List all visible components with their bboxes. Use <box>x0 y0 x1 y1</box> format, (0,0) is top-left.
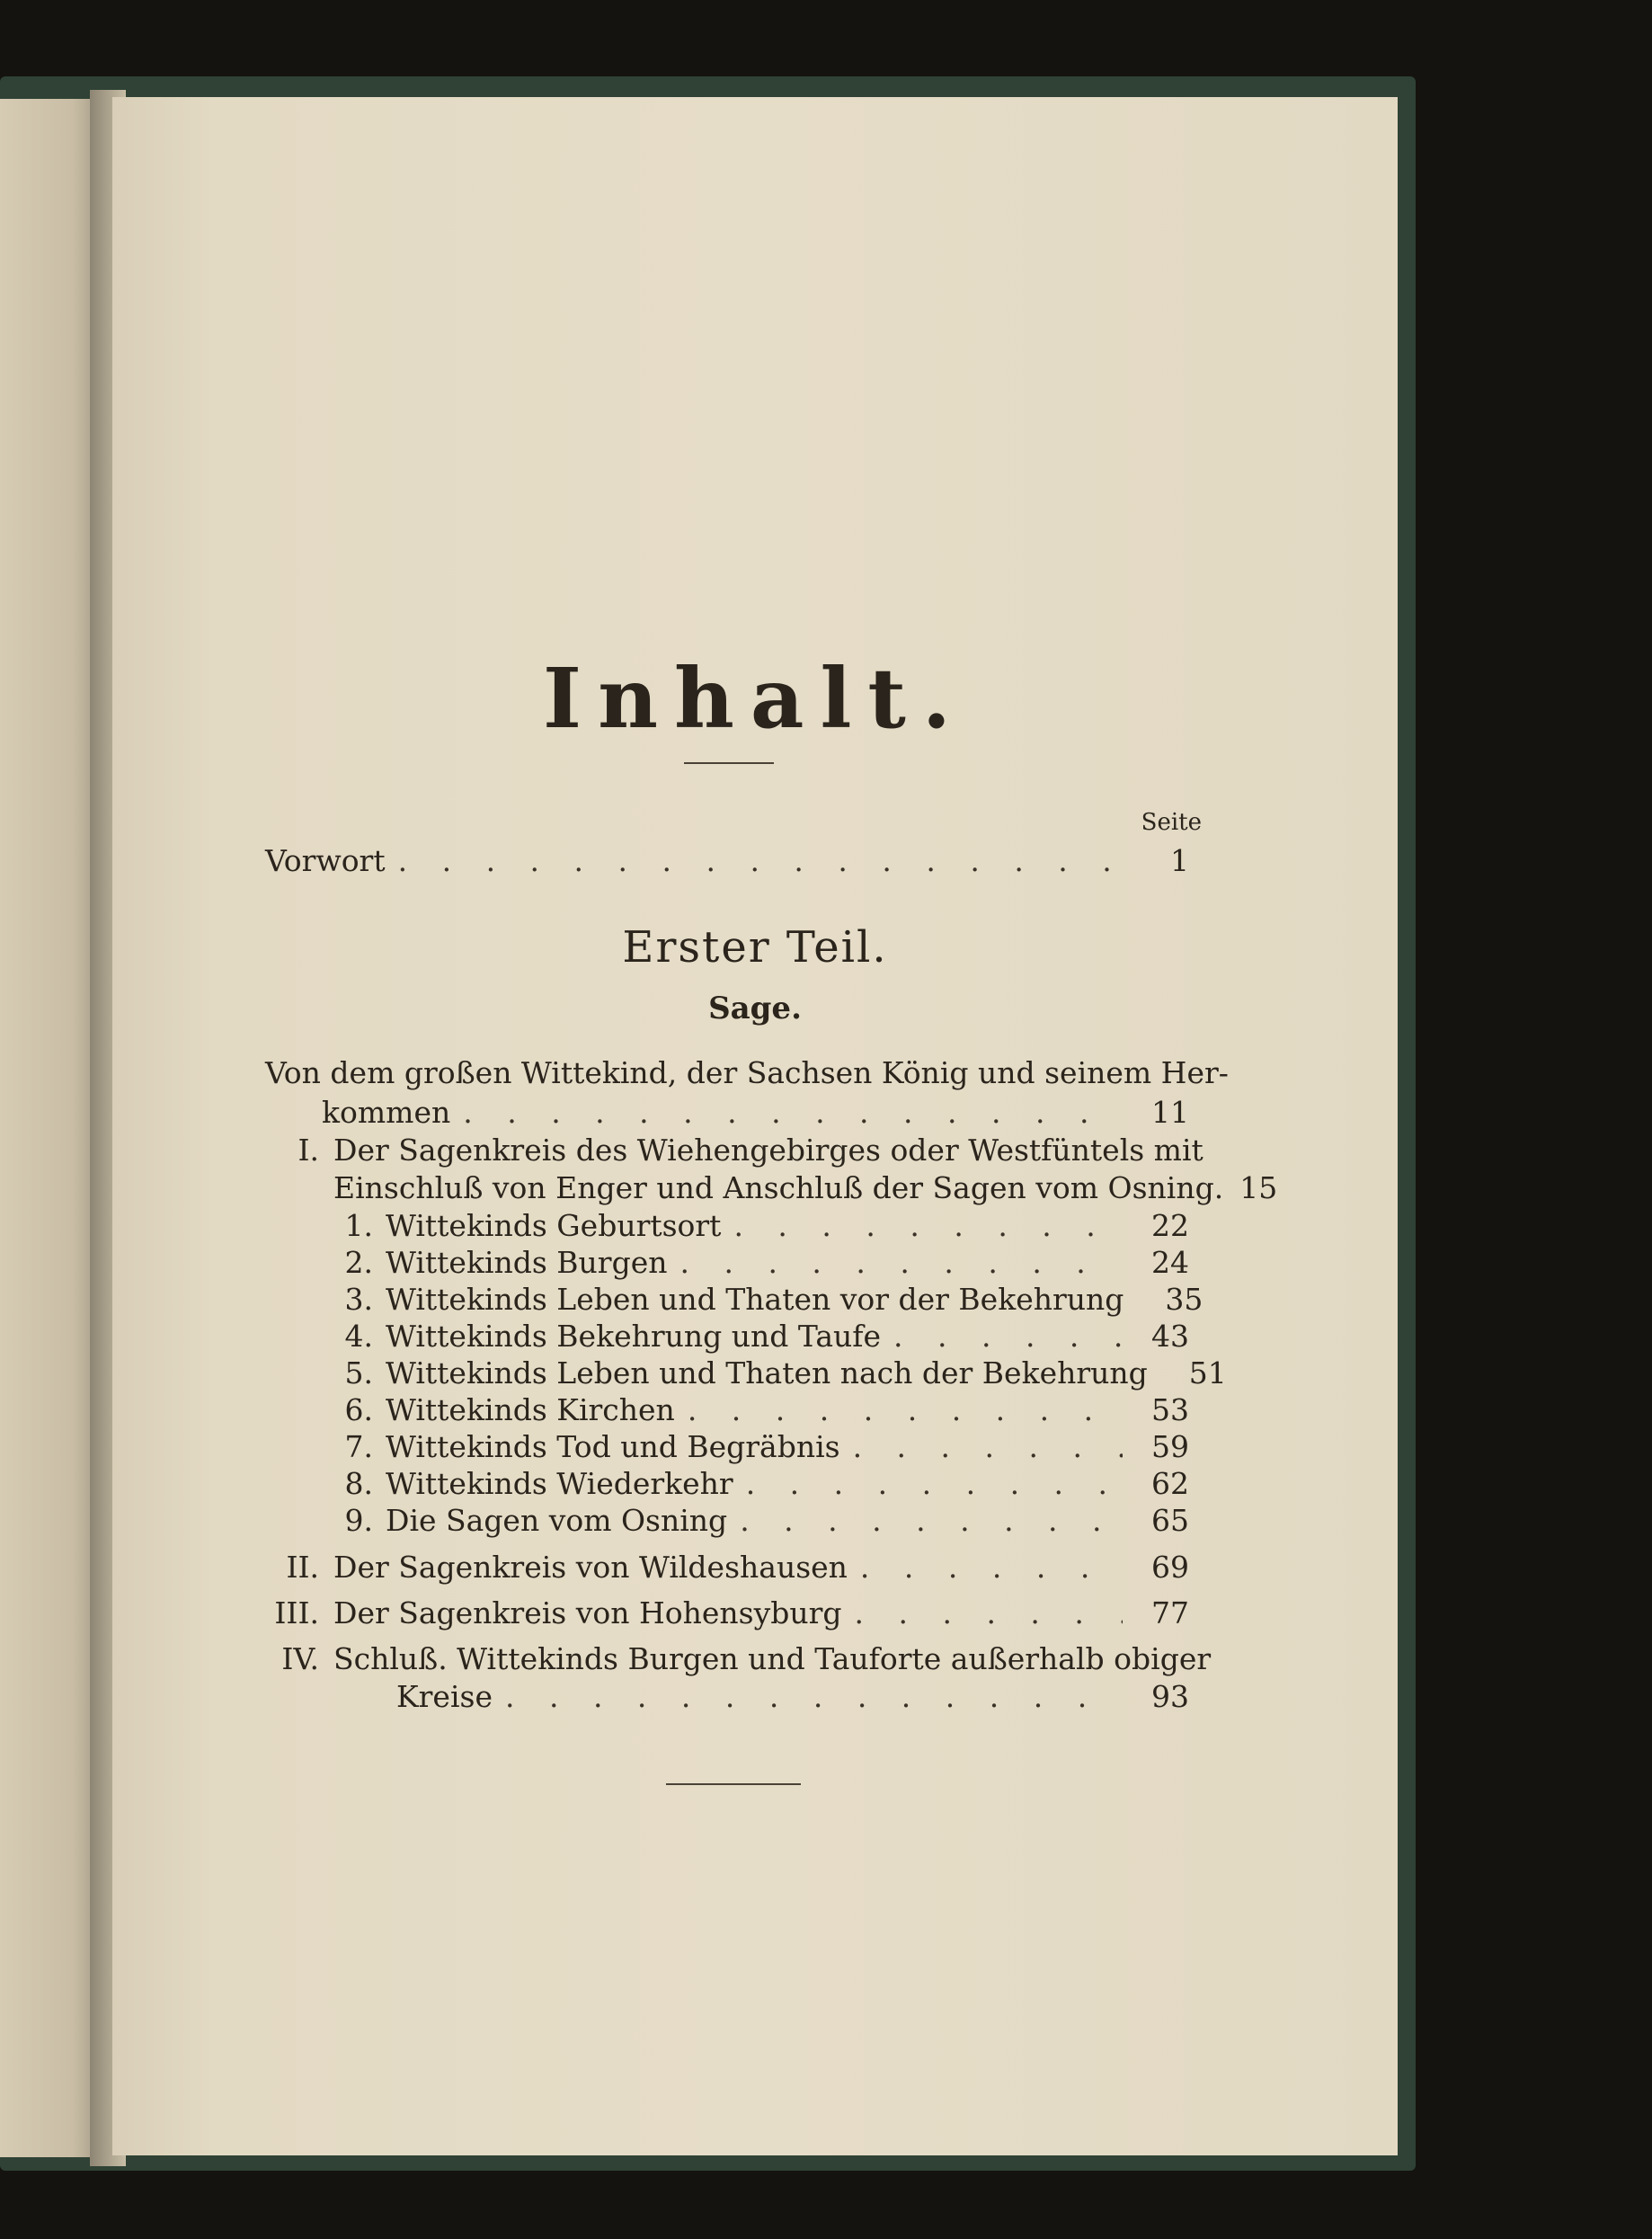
leader-dots <box>853 1429 1123 1465</box>
leader-dots <box>860 1550 1123 1586</box>
toc-page: 59 <box>1151 1429 1189 1464</box>
toc-page: 22 <box>1151 1208 1189 1243</box>
leader-dots <box>398 843 1123 879</box>
toc-page: 77 <box>1151 1595 1189 1630</box>
toc-chapter-4-line1 <box>272 1641 1212 1677</box>
part-title: Erster Teil. <box>622 922 888 973</box>
toc-label: Kreise <box>396 1679 493 1714</box>
toc-page: 11 <box>1151 1095 1189 1130</box>
toc-label: Wittekinds Tod und Begräbnis <box>386 1429 840 1464</box>
toc-section <box>337 1503 1189 1539</box>
leader-dots <box>463 1095 1123 1131</box>
toc-section <box>337 1392 1189 1428</box>
toc-number: IV. <box>281 1641 319 1676</box>
toc-chapter <box>272 1550 1189 1586</box>
toc-section <box>337 1282 1203 1318</box>
leader-dots <box>855 1595 1123 1631</box>
part-subtitle: Sage. <box>708 991 802 1026</box>
toc-intro-line1: Von dem großen Wittekind, der Sachsen König und seinem Her- <box>265 1055 1229 1090</box>
toc-section <box>337 1355 1227 1391</box>
toc-label: Der Sagenkreis des Wiehengebirges oder Westfüntels mit <box>333 1133 1203 1168</box>
toc-number: 2. <box>344 1245 373 1280</box>
left-page <box>0 99 103 2157</box>
toc-label: Einschluß von Enger und Anschluß der Sagen vom Osning. <box>333 1170 1224 1205</box>
toc-section <box>337 1208 1189 1244</box>
toc-number: 7. <box>344 1429 373 1464</box>
toc-label: kommen <box>322 1095 451 1130</box>
toc-page: 53 <box>1151 1392 1189 1427</box>
toc-label: Der Sagenkreis von Hohensyburg <box>333 1595 842 1630</box>
contents-page <box>112 97 1398 2155</box>
toc-label: Vorwort <box>265 843 386 878</box>
leader-dots <box>893 1319 1123 1355</box>
toc-label: Wittekinds Geburtsort <box>386 1208 722 1243</box>
toc-label: Wittekinds Wiederkehr <box>386 1466 733 1501</box>
toc-page: 93 <box>1151 1679 1189 1714</box>
page-column-header: Seite <box>1141 809 1202 836</box>
toc-page: 35 <box>1165 1282 1203 1317</box>
end-rule <box>666 1783 801 1785</box>
toc-entry-intro <box>322 1095 1189 1131</box>
toc-number: 1. <box>344 1208 373 1243</box>
toc-page: 24 <box>1151 1245 1189 1280</box>
toc-number: II. <box>286 1550 319 1585</box>
toc-page: 62 <box>1151 1466 1189 1501</box>
toc-page: 51 <box>1188 1355 1227 1390</box>
toc-section <box>337 1245 1189 1281</box>
toc-page: 15 <box>1239 1170 1278 1205</box>
leader-dots <box>746 1466 1123 1502</box>
toc-number: 4. <box>344 1319 373 1354</box>
toc-page: 43 <box>1151 1319 1189 1354</box>
toc-number: I. <box>298 1133 319 1168</box>
title-rule <box>684 762 774 764</box>
toc-number: 9. <box>344 1503 373 1538</box>
toc-page: 1 <box>1170 843 1189 878</box>
toc-label: Der Sagenkreis von Wildeshausen <box>333 1550 848 1585</box>
leader-dots <box>740 1503 1123 1539</box>
toc-label: Schluß. Wittekinds Burgen und Tauforte außerhalb obiger <box>333 1641 1212 1676</box>
toc-section <box>337 1466 1189 1502</box>
toc-chapter-1-line2 <box>333 1170 1278 1206</box>
toc-label: Wittekinds Bekehrung und Taufe <box>386 1319 881 1354</box>
toc-number: 5. <box>344 1355 373 1390</box>
toc-chapter-4-line2 <box>396 1679 1189 1715</box>
leader-dots <box>688 1392 1123 1428</box>
toc-number: III. <box>274 1595 319 1630</box>
toc-label: Wittekinds Leben und Thaten nach der Bekehrung <box>386 1355 1148 1390</box>
toc-label: Die Sagen vom Osning <box>386 1503 728 1538</box>
toc-section <box>337 1429 1189 1465</box>
toc-label: Wittekinds Kirchen <box>386 1392 675 1427</box>
leader-dots <box>505 1679 1123 1715</box>
toc-chapter-1-line1 <box>272 1133 1203 1168</box>
toc-label: Wittekinds Burgen <box>386 1245 668 1280</box>
toc-number: 6. <box>344 1392 373 1427</box>
toc-page: 69 <box>1151 1550 1189 1585</box>
toc-number: 8. <box>344 1466 373 1501</box>
leader-dots <box>679 1245 1123 1281</box>
leader-dots <box>733 1208 1123 1244</box>
toc-label: Wittekinds Leben und Thaten vor der Bekehrung <box>386 1282 1124 1317</box>
toc-number: 3. <box>344 1282 373 1317</box>
toc-entry-preface <box>265 843 1189 879</box>
page-title: Inhalt. <box>543 650 967 747</box>
toc-page: 65 <box>1151 1503 1189 1538</box>
toc-section <box>337 1319 1189 1355</box>
toc-chapter <box>272 1595 1189 1631</box>
